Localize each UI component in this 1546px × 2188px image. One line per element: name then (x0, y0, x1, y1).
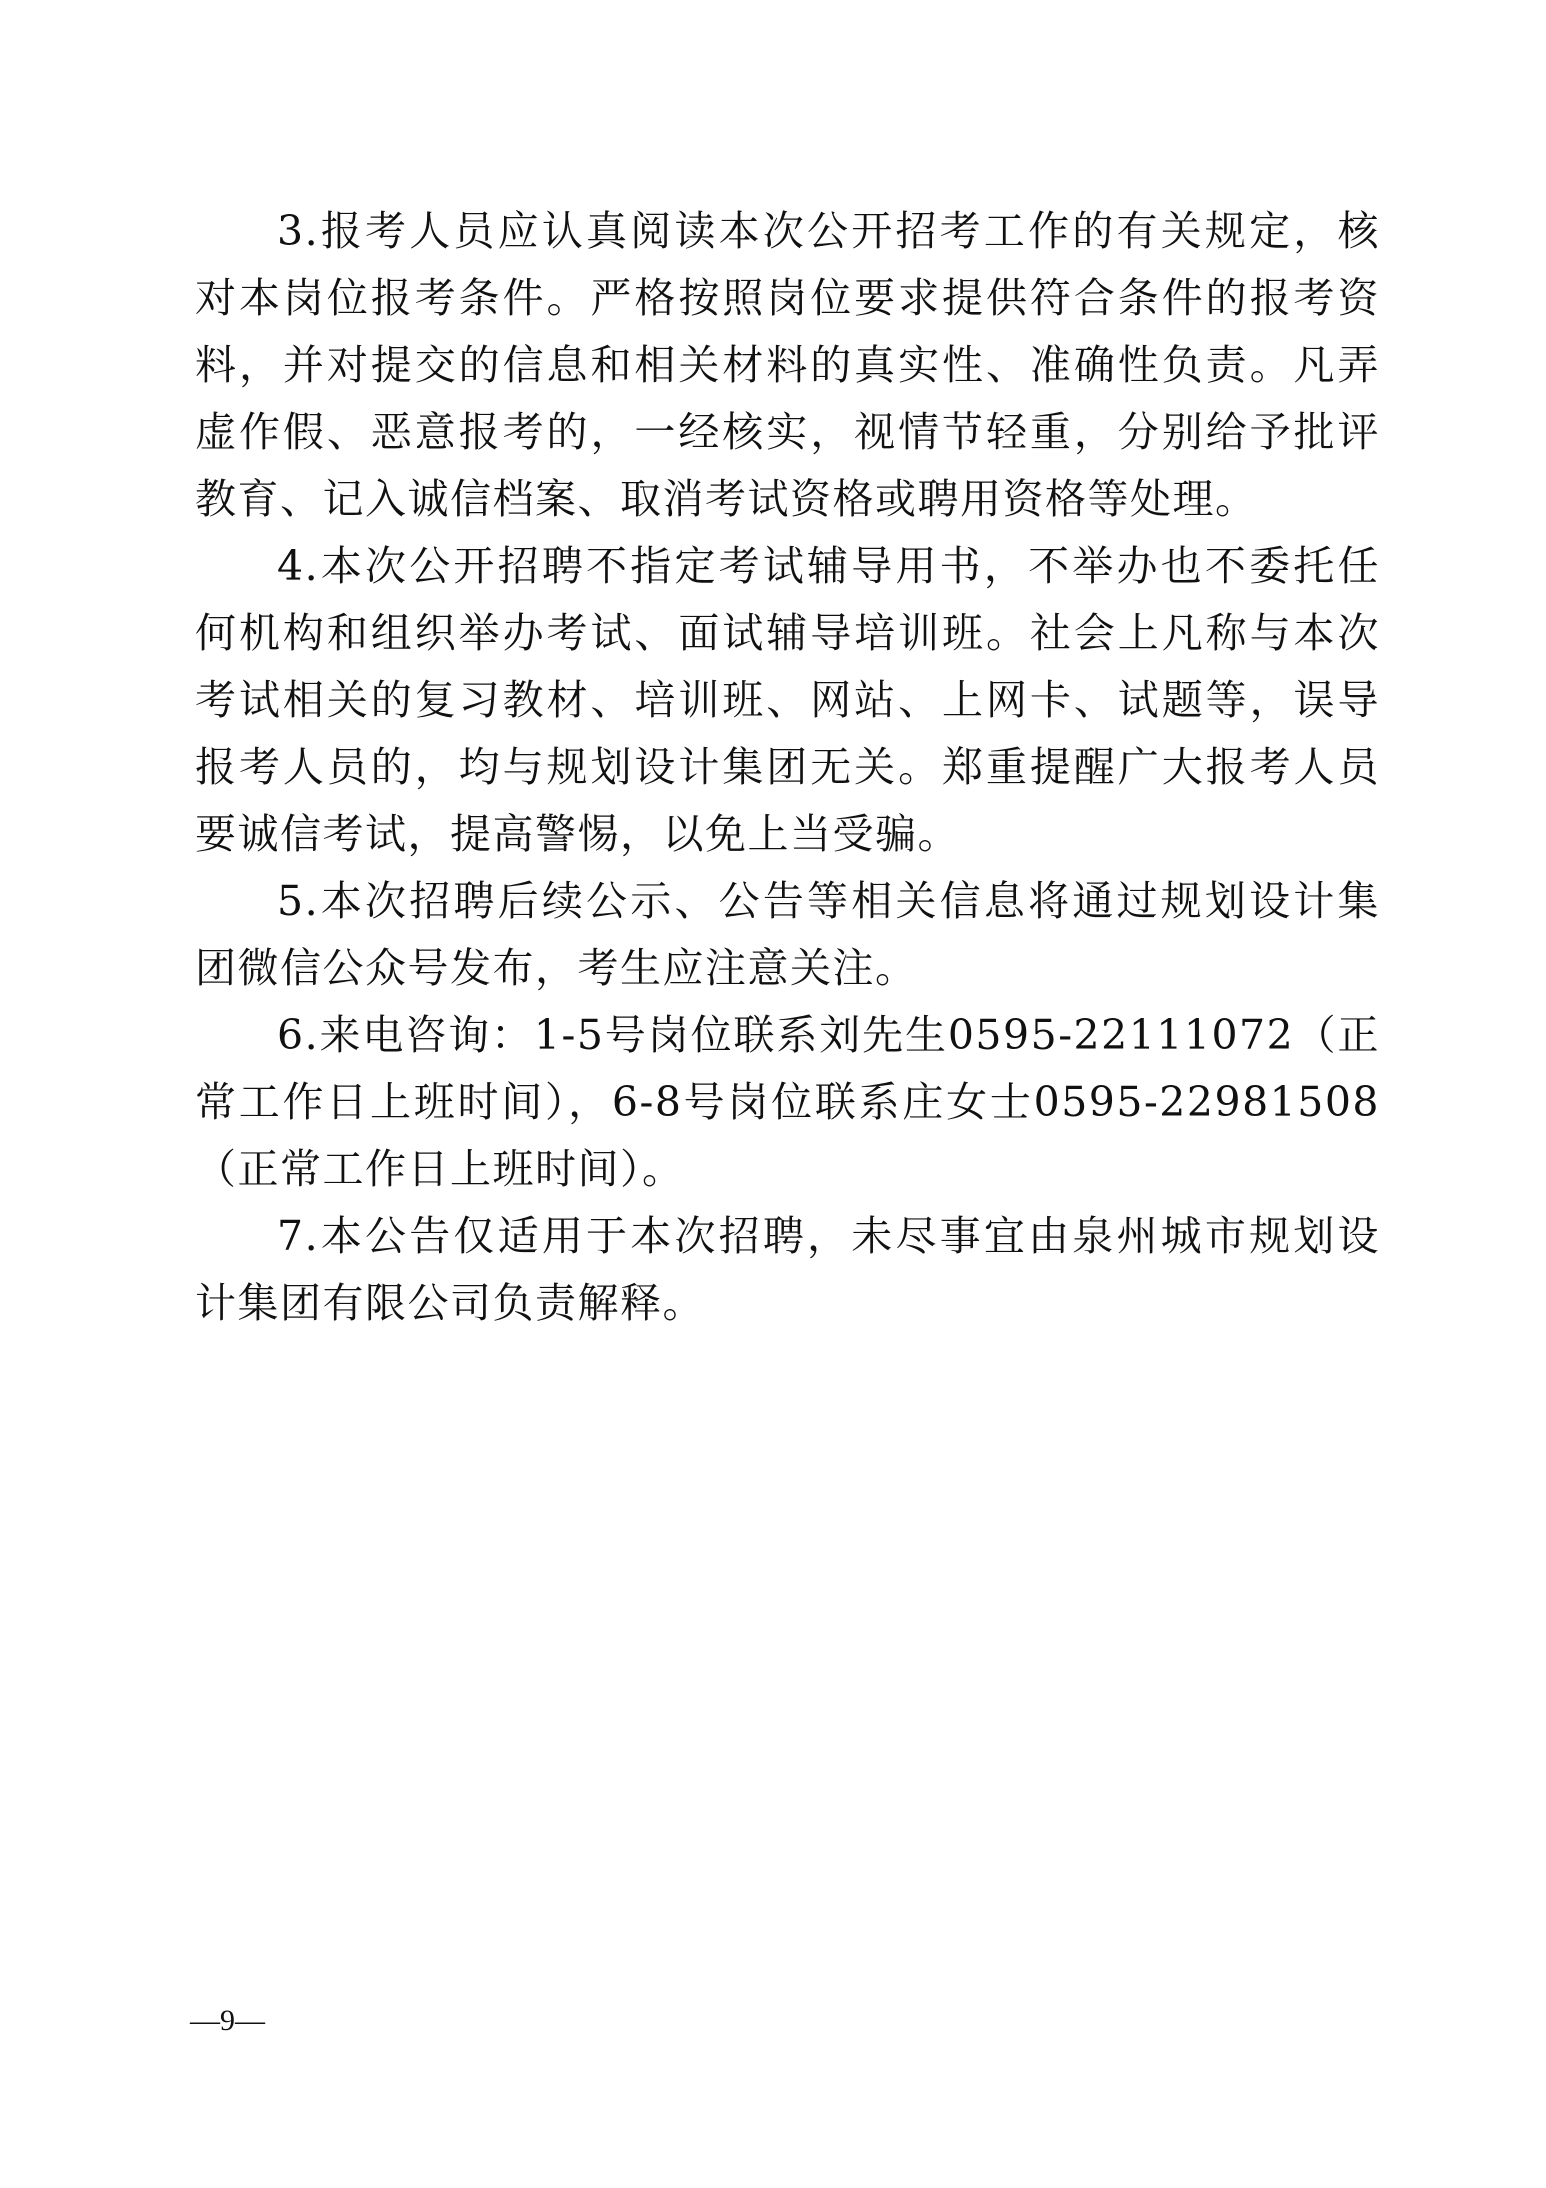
paragraph-item-4: 4.本次公开招聘不指定考试辅导用书，不举办也不委托任何机构和组织举办考试、面试辅导培训班。社会上凡称与本次考试相关的复习教材、培训班、网站、上网卡、试题等，误导报考人员的，均与规划设计集团无关。郑重提醒广大报考人员要诚信考试，提高警惕，以免上当受骗。 (195, 542, 1380, 858)
paragraph-item-5: 5.本次招聘后续公示、公告等相关信息将通过规划设计集团微信公众号发布，考生应注意关注。 (195, 877, 1380, 992)
document-body (195, 198, 1380, 1337)
paragraph-item-3: 3.报考人员应认真阅读本次公开招考工作的有关规定，核对本岗位报考条件。严格按照岗位要求提供符合条件的报考资料，并对提交的信息和相关材料的真实性、准确性负责。凡弄虚作假、恶意报考的，一经核实，视情节轻重，分别给予批评教育、记入诚信档案、取消考试资格或聘用资格等处理。 (195, 207, 1380, 523)
paragraph-item-6: 6.来电咨询：1-5号岗位联系刘先生0595-22111072（正常工作日上班时间），6-8号岗位联系庄女士0595-22981508（正常工作日上班时间）。 (195, 1011, 1380, 1193)
page-number: —9— (190, 2004, 265, 2037)
paragraph-item-7: 7.本公告仅适用于本次招聘，未尽事宜由泉州城市规划设计集团有限公司负责解释。 (195, 1212, 1380, 1327)
